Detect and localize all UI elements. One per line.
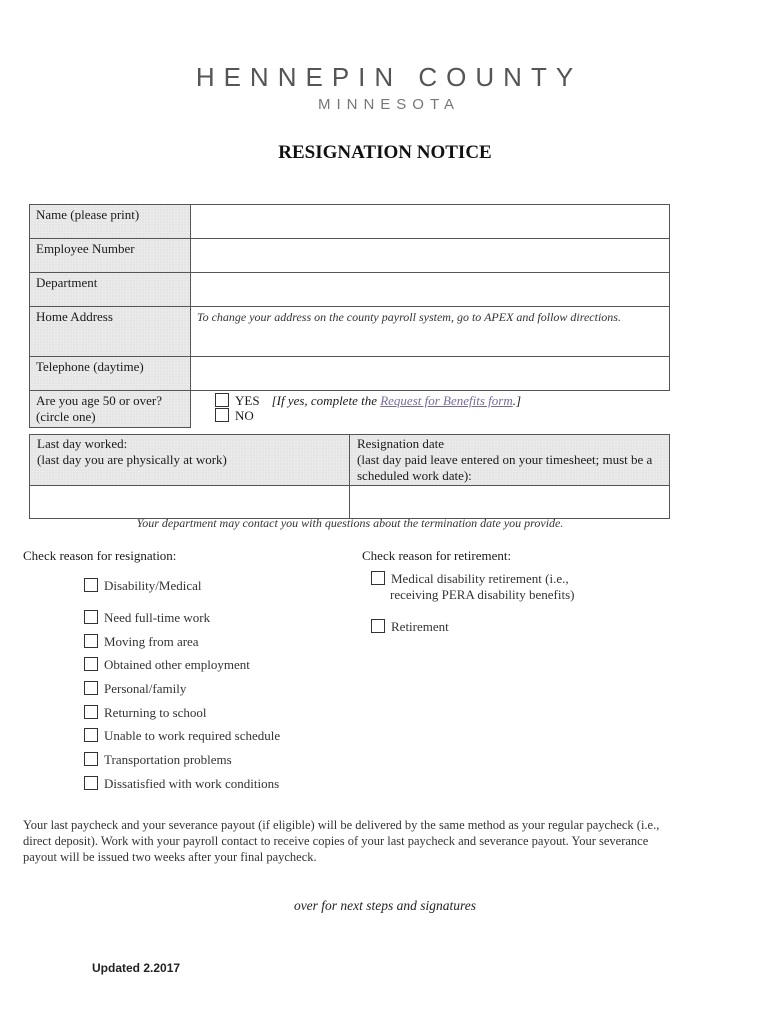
reason-label: Moving from area <box>104 633 199 649</box>
home-address-field[interactable] <box>191 307 670 357</box>
reason-item[interactable] <box>84 704 280 728</box>
department-label: Department <box>30 273 191 307</box>
over-for-next-steps: over for next steps and signatures <box>293 898 477 913</box>
age-instruction: (circle one) <box>36 409 96 424</box>
reason-checkbox[interactable] <box>84 752 98 766</box>
age-options <box>191 391 670 428</box>
resignation-reason-heading: Check reason for resignation: <box>23 548 177 563</box>
reason-item[interactable] <box>84 680 280 704</box>
age-yes-checkbox[interactable] <box>215 393 229 407</box>
reason-checkbox[interactable] <box>84 681 98 695</box>
name-label: Name (please print) <box>30 205 191 239</box>
age-note <box>272 393 521 408</box>
department-row <box>30 273 670 307</box>
age-no-checkbox[interactable] <box>215 408 229 422</box>
home-address-label: Home Address <box>30 307 191 357</box>
resignation-date-field[interactable] <box>350 486 670 519</box>
resignation-date-title: Resignation date <box>357 436 445 451</box>
telephone-row <box>30 357 670 391</box>
reason-label: Unable to work required schedule <box>104 728 281 744</box>
last-day-worked-label <box>30 435 350 486</box>
age-note-suffix: .] <box>512 393 522 408</box>
reason-checkbox[interactable] <box>84 728 98 742</box>
employee-info-table <box>29 204 670 428</box>
county-name: HENNEPIN COUNTY <box>195 62 583 92</box>
retirement-medical-label-cont: receiving PERA disability benefits) <box>390 587 575 602</box>
telephone-field[interactable] <box>191 357 670 391</box>
name-row <box>30 205 670 239</box>
resignation-reasons-list <box>84 577 280 799</box>
retirement-reasons-list <box>371 571 575 635</box>
age-yes-option[interactable] <box>197 393 663 408</box>
employee-number-field[interactable] <box>191 239 670 273</box>
last-day-worked-field[interactable] <box>30 486 350 519</box>
age-no-option[interactable] <box>197 408 663 423</box>
resignation-date-hint: (last day paid leave entered on your timesheet; must be a scheduled work date): <box>357 452 653 483</box>
resignation-date-label <box>350 435 670 486</box>
last-day-worked-title: Last day worked: <box>37 436 128 451</box>
reason-label: Personal/family <box>104 681 187 697</box>
reason-item[interactable] <box>84 751 280 775</box>
reason-label: Obtained other employment <box>104 657 250 673</box>
request-for-benefits-link[interactable]: Request for Benefits form <box>380 393 513 408</box>
age-row <box>30 391 670 428</box>
last-day-worked-hint: (last day you are physically at work) <box>37 452 227 467</box>
department-field[interactable] <box>191 273 670 307</box>
reason-item[interactable] <box>84 633 280 657</box>
reason-checkbox[interactable] <box>84 705 98 719</box>
retirement-medical-checkbox[interactable] <box>371 571 385 585</box>
reason-checkbox[interactable] <box>84 578 98 592</box>
paycheck-paragraph: Your last paycheck and your severance payout (if eligible) will be delivered by the same method as your regular paycheck (i.e., direct deposit). Work with your payroll contact to receive copies of your last paycheck and severance payout. Your severance payout will be issued two weeks after your final paycheck. <box>23 818 660 864</box>
age-no-label: NO <box>235 408 254 423</box>
dates-table <box>29 434 670 519</box>
reason-checkbox[interactable] <box>84 610 98 624</box>
telephone-label: Telephone (daytime) <box>30 357 191 391</box>
reason-item[interactable] <box>84 609 280 633</box>
home-address-row <box>30 307 670 357</box>
retirement-item-retirement[interactable] <box>371 619 575 635</box>
department-contact-note: Your department may contact you with questions about the termination date you provide. <box>136 516 564 530</box>
age-yes-label: YES <box>235 393 260 408</box>
dates-header-row <box>30 435 670 486</box>
employee-number-row <box>30 239 670 273</box>
reason-checkbox[interactable] <box>84 634 98 648</box>
retirement-checkbox[interactable] <box>371 619 385 633</box>
reason-label: Need full-time work <box>104 610 211 625</box>
reason-label: Transportation problems <box>104 752 232 768</box>
page-title: RESIGNATION NOTICE <box>278 142 492 163</box>
age-label <box>30 391 191 428</box>
retirement-item-medical[interactable] <box>371 571 575 603</box>
updated-date: Updated 2.2017 <box>92 961 181 975</box>
reason-item[interactable] <box>84 775 280 799</box>
reason-label: Dissatisfied with work conditions <box>104 775 280 791</box>
retirement-reason-heading: Check reason for retirement: <box>362 548 512 563</box>
state-name: MINNESOTA <box>317 96 461 113</box>
retirement-medical-label: Medical disability retirement (i.e., <box>391 571 569 586</box>
age-question: Are you age 50 or over? <box>36 393 162 408</box>
reason-label: Disability/Medical <box>104 578 202 593</box>
dates-input-row <box>30 486 670 519</box>
reason-item[interactable] <box>84 577 280 609</box>
employee-number-label: Employee Number <box>30 239 191 273</box>
home-address-note: To change your address on the county payroll system, go to APEX and follow directions. <box>197 310 621 324</box>
reason-checkbox[interactable] <box>84 776 98 790</box>
reason-item[interactable] <box>84 727 280 751</box>
retirement-label: Retirement <box>391 619 449 634</box>
reason-checkbox[interactable] <box>84 657 98 671</box>
reason-item[interactable] <box>84 656 280 680</box>
age-note-prefix: [If yes, complete the <box>271 393 381 408</box>
reason-label: Returning to school <box>104 704 207 720</box>
name-field[interactable] <box>191 205 670 239</box>
